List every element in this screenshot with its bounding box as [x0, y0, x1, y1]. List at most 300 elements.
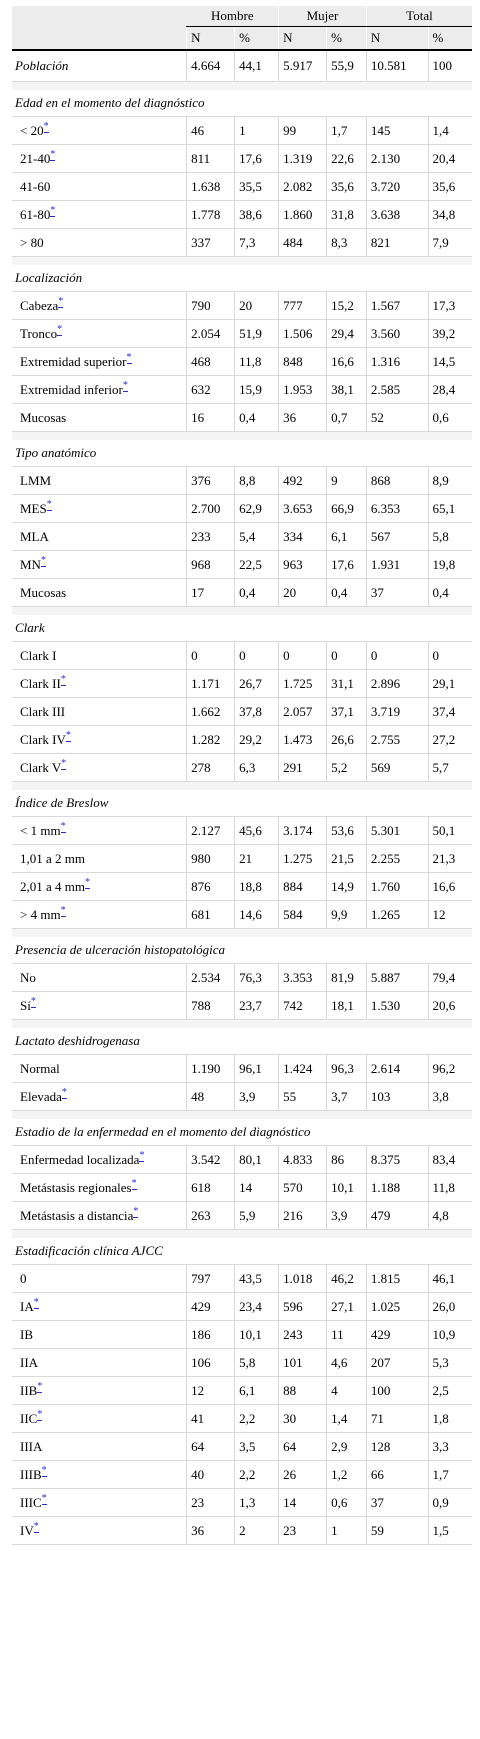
population-row	[12, 50, 472, 82]
cell-value: 6.353	[366, 495, 428, 523]
cell-value: 1	[235, 117, 279, 145]
table-row	[12, 726, 472, 754]
cell-value: 3,7	[327, 1083, 367, 1111]
table-row	[12, 698, 472, 726]
cell-value: 30	[279, 1405, 327, 1433]
row-label-cell	[12, 1146, 187, 1174]
row-label: 0	[20, 1270, 27, 1286]
row-label: Población	[12, 50, 187, 82]
cell-value: 128	[366, 1433, 428, 1461]
cell-value: 46	[187, 117, 235, 145]
cell-value: 21	[235, 845, 279, 873]
cell-value: 8.375	[366, 1146, 428, 1174]
cell-value: 584	[279, 901, 327, 929]
row-label: 41-60	[20, 178, 51, 194]
table-row	[12, 1321, 472, 1349]
table-row	[12, 551, 472, 579]
cell-value: 1.171	[187, 670, 235, 698]
cell-value: 1.188	[366, 1174, 428, 1202]
cell-value: 1.025	[366, 1293, 428, 1321]
row-label-cell	[12, 376, 187, 404]
row-label: Clark III	[20, 703, 66, 719]
cell-value: 36	[187, 1517, 235, 1545]
row-label: IB	[20, 1326, 33, 1342]
spacer-cell	[12, 1020, 472, 1029]
section-title: Edad en el momento del diagnóstico	[15, 95, 205, 110]
row-label-cell	[12, 670, 187, 698]
cell-value: 76,3	[235, 964, 279, 992]
cell-value: 96,1	[235, 1055, 279, 1083]
section-header-row	[12, 440, 472, 467]
cell-value: 26,6	[327, 726, 367, 754]
cell-value: 44,1	[235, 50, 279, 82]
cell-value: 38,1	[327, 376, 367, 404]
footnote-link[interactable]: *	[126, 352, 132, 364]
cell-value: 2.130	[366, 145, 428, 173]
cell-value: 31,8	[327, 201, 367, 229]
cell-value: 1.931	[366, 551, 428, 579]
cell-value: 1.319	[279, 145, 327, 173]
cell-value: 207	[366, 1349, 428, 1377]
header-sub-row	[12, 27, 472, 51]
row-label-cell	[12, 1405, 187, 1433]
table-row	[12, 320, 472, 348]
cell-value: 569	[366, 754, 428, 782]
cell-value: 3.542	[187, 1146, 235, 1174]
row-label: Elevada	[20, 1088, 62, 1104]
spacer-cell	[12, 929, 472, 938]
cell-value: 48	[187, 1083, 235, 1111]
cell-value: 0	[366, 642, 428, 670]
row-label-cell	[12, 992, 187, 1020]
row-label: MN	[20, 556, 41, 572]
row-label: Extremidad superior	[20, 353, 127, 369]
footnote-link[interactable]: *	[57, 324, 63, 336]
row-label-cell	[12, 495, 187, 523]
header-n: N	[279, 27, 327, 51]
cell-value: 3.560	[366, 320, 428, 348]
cell-value: 12	[428, 901, 472, 929]
cell-value: 36	[279, 404, 327, 432]
cell-value: 2.614	[366, 1055, 428, 1083]
footnote-link[interactable]: *	[65, 730, 71, 742]
cell-value: 9,9	[327, 901, 367, 929]
footnote-link[interactable]: *	[60, 674, 66, 686]
section-header-row	[12, 615, 472, 642]
cell-value: 7,9	[428, 229, 472, 257]
cell-value: 2.534	[187, 964, 235, 992]
cell-value: 1.282	[187, 726, 235, 754]
cell-value: 5,9	[235, 1202, 279, 1230]
footnote-link[interactable]: *	[37, 1409, 43, 1421]
footnote-link[interactable]: *	[133, 1206, 139, 1218]
cell-value: 21,3	[428, 845, 472, 873]
cell-value: 19,8	[428, 551, 472, 579]
row-label: 21-40	[20, 150, 51, 166]
row-label-cell	[12, 1174, 187, 1202]
header-n: N	[187, 27, 235, 51]
cell-value: 777	[279, 292, 327, 320]
footnote-link[interactable]: *	[50, 205, 56, 217]
header-corner	[12, 27, 187, 51]
cell-value: 1.424	[279, 1055, 327, 1083]
section-title: Presencia de ulceración histopatológica	[15, 942, 225, 957]
cell-value: 1.473	[279, 726, 327, 754]
spacer-cell	[12, 82, 472, 91]
cell-value: 6,1	[327, 523, 367, 551]
cell-value: 742	[279, 992, 327, 1020]
footnote-link[interactable]: *	[46, 499, 52, 511]
cell-value: 5,7	[428, 754, 472, 782]
cell-value: 99	[279, 117, 327, 145]
row-label: Normal	[20, 1060, 60, 1076]
cell-value: 14	[235, 1174, 279, 1202]
cell-value: 10,9	[428, 1321, 472, 1349]
cell-value: 334	[279, 523, 327, 551]
cell-value: 3,9	[327, 1202, 367, 1230]
cell-value: 243	[279, 1321, 327, 1349]
footnote-link[interactable]: *	[85, 877, 90, 889]
cell-value: 35,6	[327, 173, 367, 201]
table-row	[12, 1265, 472, 1293]
cell-value: 55,9	[327, 50, 367, 82]
row-label-cell	[12, 320, 187, 348]
cell-value: 10,1	[235, 1321, 279, 1349]
row-label: IIIC	[20, 1494, 42, 1510]
row-label-cell	[12, 348, 187, 376]
cell-value: 46,2	[327, 1265, 367, 1293]
cell-value: 4.664	[187, 50, 235, 82]
cell-value: 596	[279, 1293, 327, 1321]
table-row	[12, 1202, 472, 1230]
footnote-link[interactable]: *	[37, 1381, 43, 1393]
row-label: Mucosas	[20, 584, 67, 600]
cell-value: 3.353	[279, 964, 327, 992]
table-row	[12, 1146, 472, 1174]
cell-value: 3,3	[428, 1433, 472, 1461]
footnote-link[interactable]: *	[43, 121, 49, 133]
row-label-cell	[12, 404, 187, 432]
row-label-cell	[12, 201, 187, 229]
cell-value: 59	[366, 1517, 428, 1545]
cell-value: 1.860	[279, 201, 327, 229]
row-label-cell	[12, 1265, 187, 1293]
row-label-cell	[12, 1293, 187, 1321]
table-row	[12, 1377, 472, 1405]
cell-value: 468	[187, 348, 235, 376]
cell-value: 632	[187, 376, 235, 404]
cell-value: 2.057	[279, 698, 327, 726]
row-label-cell	[12, 292, 187, 320]
row-label: Clark I	[20, 647, 57, 663]
cell-value: 263	[187, 1202, 235, 1230]
cell-value: 23	[187, 1489, 235, 1517]
cell-value: 41	[187, 1405, 235, 1433]
row-label: 1,01 a 2 mm	[20, 850, 85, 866]
row-label: Cabeza	[20, 297, 59, 313]
cell-value: 4,6	[327, 1349, 367, 1377]
footnote-link[interactable]: *	[61, 1087, 67, 1099]
table-header	[12, 6, 472, 50]
row-label-cell	[12, 1489, 187, 1517]
cell-value: 1.316	[366, 348, 428, 376]
row-label: IIIB	[20, 1466, 42, 1482]
cell-value: 0	[187, 642, 235, 670]
section-header-row	[12, 265, 472, 292]
cell-value: 0,4	[235, 579, 279, 607]
row-label: MLA	[20, 528, 49, 544]
spacer-cell	[12, 607, 472, 616]
cell-value: 2.896	[366, 670, 428, 698]
row-label-cell	[12, 845, 187, 873]
footnote-link[interactable]: *	[40, 555, 46, 567]
cell-value: 10,1	[327, 1174, 367, 1202]
table-row	[12, 642, 472, 670]
footnote-link[interactable]: *	[60, 821, 66, 833]
cell-value: 66,9	[327, 495, 367, 523]
cell-value: 1,3	[235, 1489, 279, 1517]
header-percent: %	[235, 27, 279, 51]
cell-value: 0	[428, 642, 472, 670]
footnote-link[interactable]: *	[60, 905, 66, 917]
section-header-row	[12, 1028, 472, 1055]
cell-value: 0	[279, 642, 327, 670]
cell-value: 65,1	[428, 495, 472, 523]
cell-value: 429	[366, 1321, 428, 1349]
cell-value: 51,9	[235, 320, 279, 348]
row-label-cell	[12, 698, 187, 726]
table-row	[12, 1489, 472, 1517]
cell-value: 1.275	[279, 845, 327, 873]
row-label-cell	[12, 754, 187, 782]
cell-value: 1.662	[187, 698, 235, 726]
cell-value: 16,6	[327, 348, 367, 376]
cell-value: 35,6	[428, 173, 472, 201]
cell-value: 233	[187, 523, 235, 551]
table-container	[12, 6, 472, 1545]
cell-value: 16,6	[428, 873, 472, 901]
cell-value: 2.255	[366, 845, 428, 873]
cell-value: 3.720	[366, 173, 428, 201]
cell-value: 618	[187, 1174, 235, 1202]
cell-value: 1,5	[428, 1517, 472, 1545]
cell-value: 216	[279, 1202, 327, 1230]
cell-value: 21,5	[327, 845, 367, 873]
footnote-link[interactable]: *	[122, 380, 128, 392]
cell-value: 43,5	[235, 1265, 279, 1293]
cell-value: 5,2	[327, 754, 367, 782]
cell-value: 10.581	[366, 50, 428, 82]
footnote-link[interactable]: *	[30, 996, 36, 1008]
cell-value: 96,2	[428, 1055, 472, 1083]
table-row	[12, 901, 472, 929]
table-row	[12, 404, 472, 432]
table-row	[12, 964, 472, 992]
cell-value: 790	[187, 292, 235, 320]
row-label: Extremidad inferior	[20, 381, 123, 397]
table-row	[12, 1517, 472, 1545]
cell-value: 1,7	[327, 117, 367, 145]
cell-value: 1.778	[187, 201, 235, 229]
cell-value: 26	[279, 1461, 327, 1489]
cell-value: 4,8	[428, 1202, 472, 1230]
cell-value: 479	[366, 1202, 428, 1230]
cell-value: 1.506	[279, 320, 327, 348]
footnote-link[interactable]: *	[33, 1521, 39, 1533]
footnote-link[interactable]: *	[33, 1297, 39, 1309]
cell-value: 876	[187, 873, 235, 901]
table-row	[12, 1174, 472, 1202]
footnote-link[interactable]: *	[139, 1150, 145, 1162]
footnote-link[interactable]: *	[50, 149, 56, 161]
section-title: Tipo anatómico	[15, 445, 97, 460]
section-spacer	[12, 432, 472, 441]
cell-value: 20	[279, 579, 327, 607]
cell-value: 37,4	[428, 698, 472, 726]
table-row	[12, 1293, 472, 1321]
row-label-cell	[12, 817, 187, 845]
table-row	[12, 117, 472, 145]
section-title: Clark	[15, 620, 45, 635]
section-spacer	[12, 1230, 472, 1239]
cell-value: 7,3	[235, 229, 279, 257]
cell-value: 3.719	[366, 698, 428, 726]
footnote-link[interactable]: *	[58, 296, 64, 308]
cell-value: 3.638	[366, 201, 428, 229]
cell-value: 17,3	[428, 292, 472, 320]
cell-value: 23	[279, 1517, 327, 1545]
section-title: Estadificación clínica AJCC	[15, 1243, 163, 1258]
cell-value: 0	[327, 642, 367, 670]
row-label-cell	[12, 642, 187, 670]
cell-value: 6,3	[235, 754, 279, 782]
cell-value: 80,1	[235, 1146, 279, 1174]
cell-value: 38,6	[235, 201, 279, 229]
cell-value: 2.127	[187, 817, 235, 845]
cell-value: 1.638	[187, 173, 235, 201]
cell-value: 821	[366, 229, 428, 257]
cell-value: 40	[187, 1461, 235, 1489]
cell-value: 5,8	[428, 523, 472, 551]
cell-value: 15,9	[235, 376, 279, 404]
cell-value: 17,6	[235, 145, 279, 173]
cell-value: 12	[187, 1377, 235, 1405]
cell-value: 0,4	[327, 579, 367, 607]
row-label: 61-80	[20, 206, 51, 222]
row-label-cell	[12, 873, 187, 901]
section-spacer	[12, 1111, 472, 1120]
data-table	[12, 6, 472, 1545]
cell-value: 64	[279, 1433, 327, 1461]
cell-value: 100	[366, 1377, 428, 1405]
cell-value: 64	[187, 1433, 235, 1461]
table-row	[12, 495, 472, 523]
header-percent: %	[428, 27, 472, 51]
cell-value: 101	[279, 1349, 327, 1377]
cell-value: 797	[187, 1265, 235, 1293]
header-percent: %	[327, 27, 367, 51]
cell-value: 4	[327, 1377, 367, 1405]
section-spacer	[12, 257, 472, 266]
row-label: < 1 mm	[20, 822, 61, 838]
cell-value: 55	[279, 1083, 327, 1111]
footnote-link[interactable]: *	[41, 1493, 47, 1505]
section-spacer	[12, 1020, 472, 1029]
row-label-cell	[12, 551, 187, 579]
cell-value: 5,3	[428, 1349, 472, 1377]
section-spacer	[12, 607, 472, 616]
cell-value: 2,9	[327, 1433, 367, 1461]
cell-value: 5.301	[366, 817, 428, 845]
cell-value: 681	[187, 901, 235, 929]
table-row	[12, 670, 472, 698]
section-header-row	[12, 937, 472, 964]
row-label: IA	[20, 1298, 34, 1314]
cell-value: 848	[279, 348, 327, 376]
table-row	[12, 292, 472, 320]
row-label-cell	[12, 467, 187, 495]
cell-value: 2.585	[366, 376, 428, 404]
cell-value: 20	[235, 292, 279, 320]
cell-value: 88	[279, 1377, 327, 1405]
cell-value: 22,6	[327, 145, 367, 173]
cell-value: 186	[187, 1321, 235, 1349]
row-label-cell	[12, 1321, 187, 1349]
row-label-cell	[12, 229, 187, 257]
row-label-cell	[12, 173, 187, 201]
table-row	[12, 873, 472, 901]
table-row	[12, 579, 472, 607]
footnote-link[interactable]: *	[61, 758, 67, 770]
cell-value: 35,5	[235, 173, 279, 201]
row-label-cell	[12, 579, 187, 607]
cell-value: 14,9	[327, 873, 367, 901]
section-spacer	[12, 82, 472, 91]
cell-value: 34,8	[428, 201, 472, 229]
footnote-link[interactable]: *	[41, 1465, 47, 1477]
section-title: Índice de Breslow	[15, 795, 109, 810]
cell-value: 2.755	[366, 726, 428, 754]
table-row	[12, 348, 472, 376]
cell-value: 968	[187, 551, 235, 579]
cell-value: 1.815	[366, 1265, 428, 1293]
cell-value: 96,3	[327, 1055, 367, 1083]
cell-value: 79,4	[428, 964, 472, 992]
row-label-cell	[12, 145, 187, 173]
section-header-row	[12, 1238, 472, 1265]
row-label-cell	[12, 523, 187, 551]
cell-value: 811	[187, 145, 235, 173]
spacer-cell	[12, 1230, 472, 1239]
cell-value: 376	[187, 467, 235, 495]
cell-value: 71	[366, 1405, 428, 1433]
table-row	[12, 376, 472, 404]
row-label: Mucosas	[20, 409, 67, 425]
cell-value: 2	[235, 1517, 279, 1545]
table-row	[12, 173, 472, 201]
table-row	[12, 1405, 472, 1433]
cell-value: 9	[327, 467, 367, 495]
footnote-link[interactable]: *	[131, 1178, 137, 1190]
cell-value: 1,8	[428, 1405, 472, 1433]
row-label-cell	[12, 1349, 187, 1377]
row-label-cell	[12, 726, 187, 754]
cell-value: 39,2	[428, 320, 472, 348]
section-title: Estadio de la enfermedad en el momento del diagnóstico	[15, 1124, 311, 1139]
cell-value: 46,1	[428, 1265, 472, 1293]
row-label: Sí	[20, 997, 31, 1013]
table-row	[12, 992, 472, 1020]
